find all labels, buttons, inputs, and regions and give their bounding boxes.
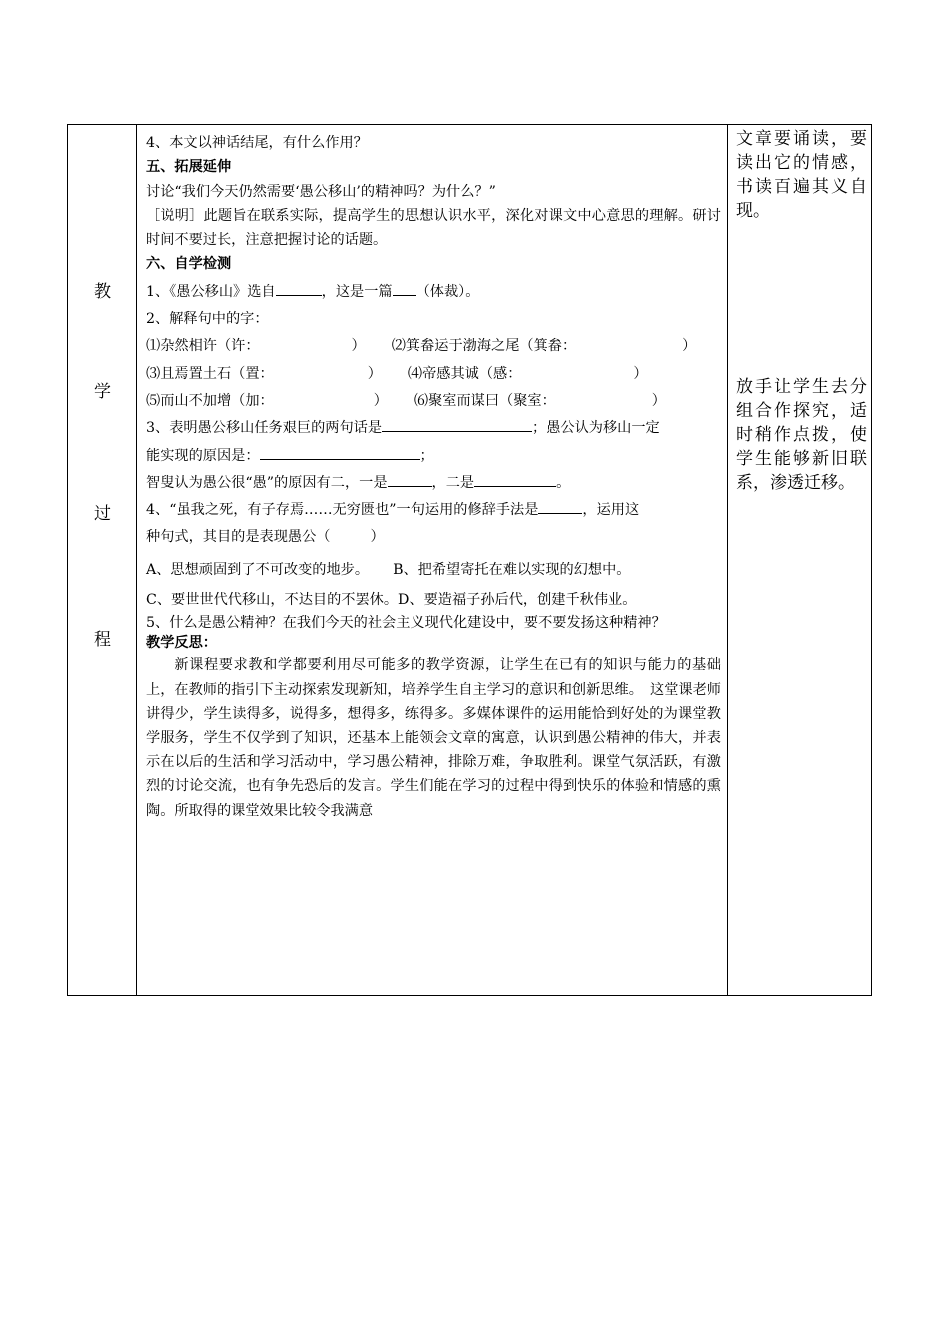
word-explain-row: ⑶且焉置土石（置： ） ⑷帝感其诚（感： ）: [146, 365, 648, 382]
word-explain-row: ⑴杂然相许（许： ） ⑵箕畚运于渤海之尾（箕畚： ）: [146, 338, 697, 355]
choice-a: A、思想顽固到了不可改变的地步。: [146, 561, 370, 578]
test-item-2: 2、解释句中的字：: [146, 311, 269, 328]
blank[interactable]: [393, 281, 416, 296]
blank[interactable]: [474, 472, 556, 487]
note-group-work: 放手让学生去分组合作探究，适时稍作点拨，使学生能够新旧联系，渗透迁移。: [736, 377, 867, 493]
discussion-prompt: 讨论“我们今天仍然需要‘愚公移山’的精神吗？为什么？”: [146, 183, 496, 200]
test-item-5: 5、什么是愚公精神？在我们今天的社会主义现代化建设中，要不要发扬这种精神？: [146, 615, 666, 632]
section-5-title: 五、拓展延伸: [146, 159, 232, 176]
reflection-title: 教学反思：: [146, 635, 217, 652]
choice-row: [146, 558, 721, 582]
choice-c: C、要世世代代移山，不达目的不罢休。: [146, 592, 399, 609]
blank[interactable]: [538, 499, 582, 514]
question-4-top: 4、本文以神话结尾，有什么作用？: [146, 135, 368, 151]
blank[interactable]: [388, 472, 432, 487]
content-column: 4、本文以神话结尾，有什么作用？ 五、拓展延伸 讨论“我们今天仍然需要‘愚公移山’的精神吗？为什么？” ［说明］此题旨在联系实际，提高学生的思想认识水平，深化对课文中心意思的理解。研讨时间不要过长，注意把握讨论的话题。 六、自学检测 1、《愚公移山》选自 ，这是一篇 （体裁）。 2、解释句中的字： ⑴杂然相许（许： ） ⑵箕畚运于渤海之尾（箕畚： ） ⑶且焉置土石（置： ） ⑷帝感其诚（感： ） ⑸而山不加增（加： ） ⑹聚室而谋曰（聚室： ） 3、表明愚公移山任务艰巨的两句话是 ；愚公认为移山一定 能实现的原因是： ； 智叟认为愚公很“愚”的原因有二，一是 ，二是 。 4、“虽我之死，有子存焉……无穷匮也”一句运用的修辞手法是 ，运用这 种句式，其目的是表现愚公（ ） A、思想顽固到了不可改变的地步。 B、把希望寄托在难以实现的幻想中。 C、要世世代代移山，不达目的不罢休。D、要造福子孙后代，创建千秋伟业。 5、什么是愚公精神？在我们今天的社会主义现代化建设中，要不要发扬这种精神？ 教学反思： 新课程要求教和学都要利用尽可能多的教学资源，让学生在已有的知识与能力的基础上，在教师的指引下主动探索发现新知，培养学生自主学习的意识和创新思维。 这堂课老师讲得少，学生读得多，说得多，想得多，练得多。多媒体课件的运用能恰到好处的为课堂教学服务，学生不仅学到了知识，还基本上能领会文章的寓意，认识到愚公精神的伟大，并表示在以后的生活和学习活动中，学习愚公精神，排除万难，争取胜利。课堂气氛活跃，有激烈的讨论交流，也有争先恐后的发言。学生们能在学习的过程中得到快乐的体验和情感的熏陶。所取得的课堂效果比较令我满意: [137, 125, 728, 995]
lesson-table: [67, 124, 872, 996]
side-label-char: 学: [94, 382, 111, 402]
section-6-title: 六、自学检测: [146, 256, 232, 273]
choice-b: B、把希望寄托在难以实现的幻想中。: [393, 561, 631, 578]
choice-row: [146, 588, 721, 612]
side-label-char: 教: [94, 282, 111, 302]
teaching-note: ［说明］此题旨在联系实际，提高学生的思想认识水平，深化对课文中心意思的理解。研讨时间不要过长，注意把握讨论的话题。: [146, 207, 721, 249]
side-label-char: 程: [94, 630, 111, 650]
test-item-3: 3、表明愚公移山任务艰巨的两句话是 ；愚公认为移山一定: [146, 416, 721, 440]
note-recite: 文章要诵读，要读出它的情感，书读百遍其义自现。: [736, 129, 867, 221]
test-item-4: 4、“虽我之死，有子存焉……无穷匮也”一句运用的修辞手法是 ，运用这: [146, 498, 721, 522]
choice-d: D、要造福子孙后代，创建千秋伟业。: [398, 592, 637, 609]
side-label-column: [68, 125, 137, 995]
word-explain-row: ⑸而山不加增（加： ） ⑹聚室而谋曰（聚室： ）: [146, 392, 666, 409]
test-item-1: 1、《愚公移山》选自 ，这是一篇 （体裁）。: [146, 280, 721, 304]
blank[interactable]: [260, 445, 420, 460]
side-label-char: 过: [94, 504, 111, 524]
reflection-body: 新课程要求教和学都要利用尽可能多的教学资源，让学生在已有的知识与能力的基础上，在教师的指引下主动探索发现新知，培养学生自主学习的意识和创新思维。 这堂课老师讲得少，学生读得多，说得多，想得多，练得多。多媒体课件的运用能恰到好处的为课堂教学服务，学生不仅学到了知识，还基本上能领会文章的寓意，认识到愚公精神的伟大，并表示在以后的生活和学习活动中，学习愚公精神，排除万难，争取胜利。课堂气氛活跃，有激烈的讨论交流，也有争先恐后的发言。学生们能在学习的过程中得到快乐的体验和情感的熏陶。所取得的课堂效果比较令我满意: [146, 657, 721, 819]
blank[interactable]: [382, 417, 532, 432]
blank[interactable]: [276, 281, 322, 296]
notes-column: [728, 125, 871, 995]
